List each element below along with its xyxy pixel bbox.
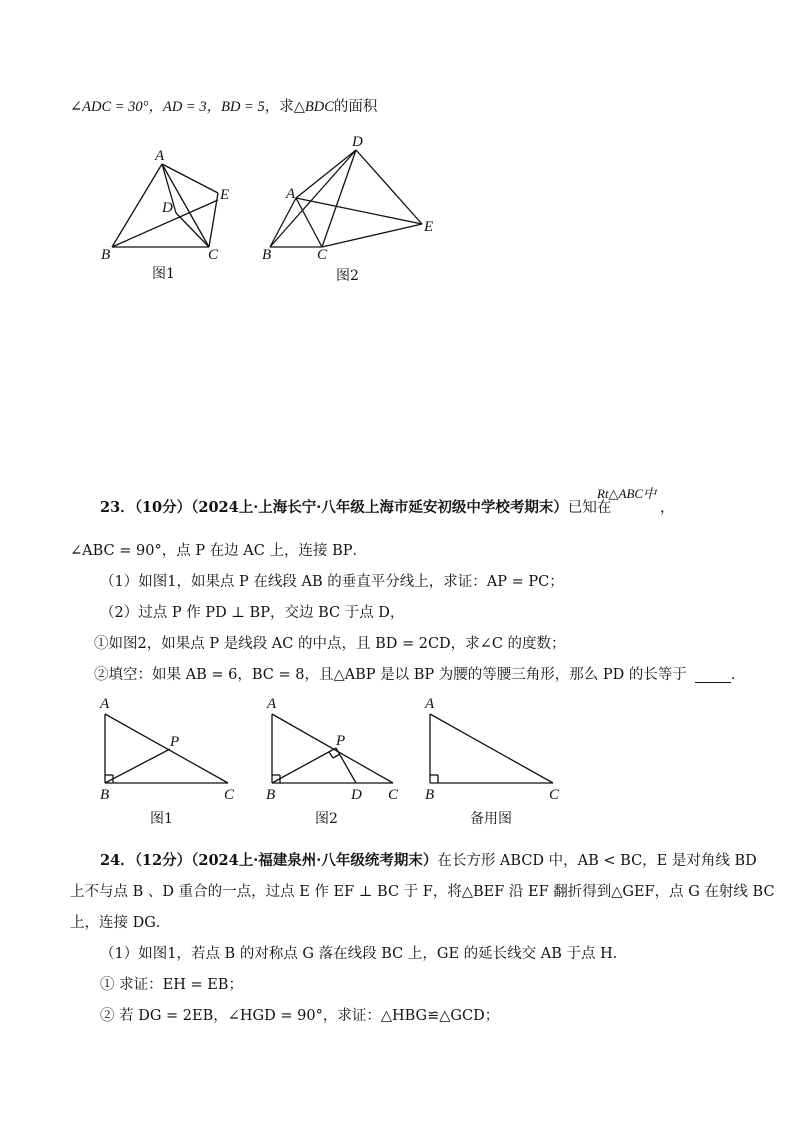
fig1-label-A: A: [155, 148, 165, 164]
q23f1-label-P: P: [170, 734, 180, 750]
q23f2-label-A: A: [267, 696, 277, 712]
problem-condition-line: ∠ADC = 30°，AD = 3，BD = 5，求△BDC的面积: [70, 99, 378, 115]
q24-sub-1: ① 求证：EH = EB；: [100, 977, 243, 993]
q23-part-2: （2）过点 P 作 PD ⊥ BP，交边 BC 于点 D，: [100, 605, 405, 621]
q23-fig2-caption: 图2: [315, 811, 338, 827]
q24-source: （2024上·福建泉州·八年级统考期末）: [191, 852, 438, 869]
q23-header: 23．（10分）（2024上·上海长宁·八年级上海市延安初级中学校考期末）已知在: [100, 499, 612, 516]
q23-figure-spare: [424, 696, 560, 827]
q23f2-label-C: C: [388, 787, 399, 803]
fig2-label-D: D: [352, 134, 363, 150]
q24-score: （12分）: [134, 852, 192, 869]
math-condition: ∠ADC = 30°，AD = 3，BD = 5: [70, 99, 265, 115]
q23f2-label-B: B: [266, 787, 276, 803]
q24-number: 24．: [100, 852, 135, 869]
q23f3-label-B: B: [425, 787, 435, 803]
q23f1-label-B: B: [100, 787, 110, 803]
fig1-label-E: E: [220, 187, 230, 203]
q24-header: 24．（12分）（2024上·福建泉州·八年级统考期末）在长方形 ABCD 中，AB < BC，E 是对角线 BD: [100, 852, 757, 869]
fig1-label-C: C: [208, 247, 219, 263]
fig2-label-A: A: [286, 186, 296, 202]
fig1-label-D: D: [162, 200, 173, 216]
q23-fig3-caption: 备用图: [470, 811, 512, 827]
q23-number: 23．: [100, 499, 135, 516]
q23f1-label-A: A: [100, 696, 110, 712]
answer-blank: [695, 668, 731, 683]
fig2-label-E: E: [424, 219, 434, 235]
q23f3-label-A: A: [425, 696, 435, 712]
q24-line-3: 上，连接 DG．: [70, 915, 171, 931]
q23-fig1-caption: 图1: [150, 811, 173, 827]
figure-2: [262, 134, 433, 284]
q23f3-label-C: C: [549, 787, 560, 803]
q23-rt-triangle: Rt△ABC中: [597, 486, 657, 501]
q23-sub-2: ②填空：如果 AB = 6，BC = 8，且△ABP 是以 BP 为腰的等腰三角形，那么 PD 的长等于 ．: [94, 667, 746, 683]
fig1-caption: 图1: [152, 266, 175, 282]
figure-1: [101, 148, 229, 282]
q23-comma: ，: [660, 500, 675, 516]
q23-part-1: （1）如图1，如果点 P 在线段 AB 的垂直平分线上，求证：AP = PC；: [100, 574, 564, 590]
q23f1-label-C: C: [224, 787, 235, 803]
q23-source: （2024上·上海长宁·八年级上海市延安初级中学校考期末）: [191, 499, 568, 516]
fig2-caption: 图2: [336, 268, 359, 284]
q23f2-label-D: D: [351, 787, 362, 803]
q24-line-2: 上不与点 B 、D 重合的一点，过点 E 作 EF ⊥ BC 于 F，将△BEF 沿 EF 翻折得到△GEF，点 G 在射线 BC: [70, 884, 775, 900]
fig2-label-C: C: [317, 247, 328, 263]
q24-part-1: （1）如图1，若点 B 的对称点 G 落在线段 BC 上，GE 的延长线交 AB 于点 H．: [100, 946, 628, 962]
q23-figure-1: [99, 696, 235, 827]
q23-score: （10分）: [134, 499, 192, 516]
q23-condition: ∠ABC = 90°，点 P 在边 AC 上，连接 BP．: [70, 543, 367, 559]
q23-sub-1: ①如图2，如果点 P 是线段 AC 的中点，且 BD = 2CD，求∠C 的度数；: [94, 636, 566, 652]
fig2-label-B: B: [262, 247, 272, 263]
q24-sub-2: ② 若 DG = 2EB，∠HGD = 90°，求证：△HBG≌△GCD；: [100, 1008, 500, 1024]
fig1-label-B: B: [101, 247, 111, 263]
q23f2-label-P: P: [336, 733, 346, 749]
q23-figure-2: [266, 696, 399, 827]
